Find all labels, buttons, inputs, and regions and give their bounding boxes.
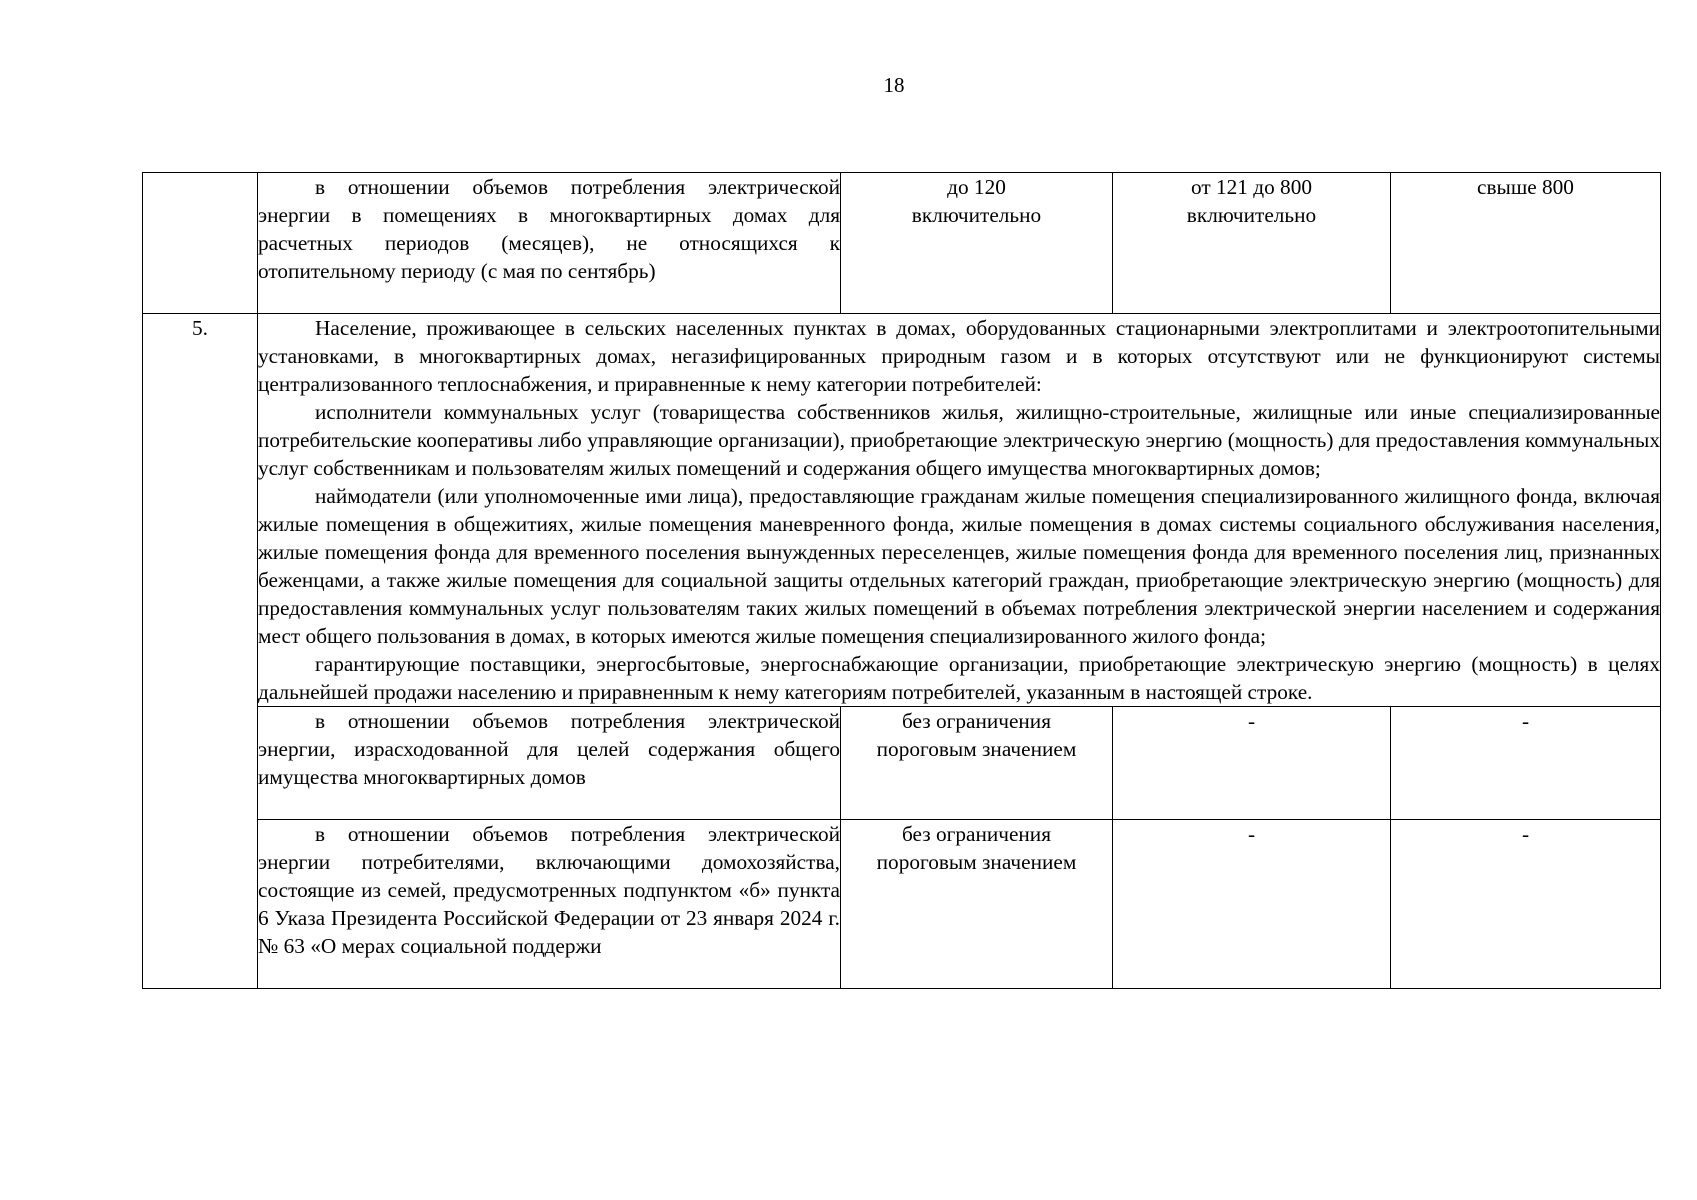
row-description-cell — [258, 707, 841, 820]
threshold-2-line-2: включительно — [1186, 203, 1317, 227]
table-row — [143, 820, 1661, 989]
threshold-cell-3: - — [1391, 707, 1661, 820]
section-5-paragraph: Население, проживающее в сельских населенных пунктах в домах, оборудованных стационарными электроплитами и электроотопительными установками, в многоквартирных домах, негазифицированных природным газом и в которых отсутствуют или не функционируют системы централизованного теплоснабжения, и приравненные к нему категории потребителей: — [258, 316, 1660, 396]
threshold-1-line-1: без ограничения — [901, 709, 1052, 733]
section-5-paragraph: гарантирующие поставщики, энергосбытовые, энергоснабжающие организации, приобретающие электрическую энергию (мощность) в целях дальнейшей продажи населению и приравненным к нему категориям потребителей, указанным в настоящей строке. — [258, 652, 1660, 704]
threshold-1-line-2: включительно — [911, 203, 1042, 227]
section-5-paragraph: наймодатели (или уполномоченные ими лица), предоставляющие гражданам жилые помещения специализированного жилищного фонда, включая жилые помещения в общежитиях, жилые помещения маневренного фонда, жилые помещения в домах системы социального обслуживания населения, жилые помещения фонда для временного поселения вынужденных переселенцев, жилые помещения фонда для временного поселения лиц, признанных беженцами, а также жилые помещения для социальной защиты отдельных категорий граждан, приобретающие электрическую энергию (мощность) для предоставления коммунальных услуг пользователям таких жилых помещений в объемах потребления электрической энергии населением и содержания мест общего пользования в домах, в которых имеются жилые помещения специализированного жилого фонда; — [258, 484, 1660, 648]
row-description-cell — [258, 173, 841, 314]
page-number: 18 — [883, 73, 905, 97]
threshold-cell-1 — [841, 707, 1113, 820]
threshold-3-line-1: свыше 800 — [1477, 175, 1574, 199]
threshold-1-line-1: до 120 — [947, 175, 1006, 199]
threshold-cell-1 — [841, 820, 1113, 989]
threshold-cell-2: - — [1113, 820, 1391, 989]
threshold-2-line-1: от 121 до 800 — [1190, 175, 1313, 199]
threshold-cell-3 — [1391, 173, 1661, 314]
section-5-description-cell — [258, 314, 1661, 707]
row-description-cell — [258, 820, 841, 989]
row-description: в отношении объемов потребления электрической энергии потребителями, включающими домохозяйства, состоящие из семей, предусмотренных подпунктом «б» пункта 6 Указа Президента Российской Федерации от 23 января 2024 г. № 63 «О мерах социальной поддержи — [258, 822, 840, 958]
table-row — [143, 173, 1661, 314]
row-description: в отношении объемов потребления электрической энергии, израсходованной для целей содержания общего имущества многоквартирных домов — [258, 709, 840, 789]
table-row — [143, 707, 1661, 820]
threshold-cell-2: - — [1113, 707, 1391, 820]
threshold-cell-2 — [1113, 173, 1391, 314]
section-5-paragraph: исполнители коммунальных услуг (товарищества собственников жилья, жилищно-строительные, жилищные или иные специализированные потребительские кооперативы либо управляющие организации), приобретающие электрическую энергию (мощность) для предоставления коммунальных услуг собственникам и пользователям жилых помещений и содержания общего имущества многоквартирных домов; — [258, 400, 1660, 480]
tariff-table — [142, 172, 1661, 989]
threshold-1-line-2: пороговым значением — [876, 850, 1077, 874]
row-number-cell — [143, 173, 258, 314]
threshold-1-line-2: пороговым значением — [876, 737, 1077, 761]
section-5-number: 5. — [143, 314, 258, 989]
threshold-1-line-1: без ограничения — [901, 822, 1052, 846]
threshold-cell-1 — [841, 173, 1113, 314]
row-description: в отношении объемов потребления электрической энергии в помещениях в многоквартирных домах для расчетных периодов (месяцев), не относящихся к отопительному периоду (с мая по сентябрь) — [258, 175, 840, 283]
table-row — [143, 314, 1661, 707]
threshold-cell-3: - — [1391, 820, 1661, 989]
